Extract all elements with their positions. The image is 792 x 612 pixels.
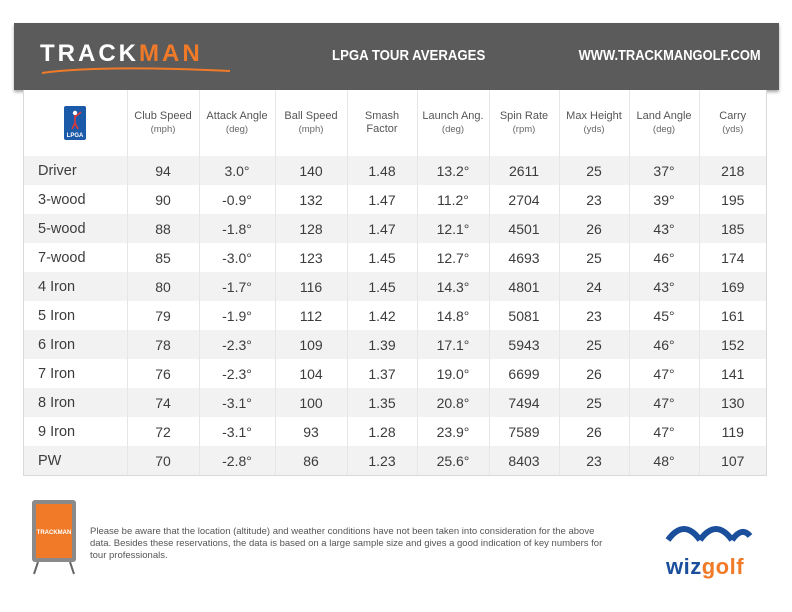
club-name: PW	[24, 446, 127, 475]
table-cell: 25	[559, 243, 629, 272]
club-name: Driver	[24, 156, 127, 185]
table-cell: 80	[127, 272, 199, 301]
lpga-badge-label: LPGA	[66, 133, 84, 139]
table-row	[24, 185, 766, 214]
website-link[interactable]: WWW.TRACKMANGOLF.COM	[578, 47, 761, 64]
averages-table	[23, 90, 767, 476]
table-cell: 1.39	[347, 330, 417, 359]
column-header: Ball Speed (mph)	[275, 90, 347, 156]
table-cell: 1.28	[347, 417, 417, 446]
table-cell: 1.35	[347, 388, 417, 417]
table-cell: 88	[127, 214, 199, 243]
logo-text-track: TRACK	[40, 40, 139, 67]
table-cell: 72	[127, 417, 199, 446]
club-name: 4 Iron	[24, 272, 127, 301]
table-cell: 119	[699, 417, 766, 446]
table-cell: 23.9°	[417, 417, 489, 446]
table-cell: 8403	[489, 446, 559, 475]
table-cell: 116	[275, 272, 347, 301]
table-cell: 70	[127, 446, 199, 475]
table-cell: 130	[699, 388, 766, 417]
table-cell: -1.7°	[199, 272, 275, 301]
table-cell: 4501	[489, 214, 559, 243]
table-cell: 2611	[489, 156, 559, 185]
logo-text-man: MAN	[139, 40, 203, 67]
table-row	[24, 330, 766, 359]
table-cell: 26	[559, 359, 629, 388]
table-cell: 46°	[629, 243, 699, 272]
table-cell: 218	[699, 156, 766, 185]
table-cell: 47°	[629, 359, 699, 388]
table-cell: 112	[275, 301, 347, 330]
club-name: 6 Iron	[24, 330, 127, 359]
table-cell: 1.47	[347, 214, 417, 243]
table-row	[24, 156, 766, 185]
table-cell: 185	[699, 214, 766, 243]
disclaimer-text: Please be aware that the location (altitude) and weather conditions have not been taken into consideration for the above data. Besides these reservations, the data is based on a large sample size and gives a good indication of key numbers for tour professionals.	[90, 526, 603, 561]
table-cell: 78	[127, 330, 199, 359]
club-name: 3-wood	[24, 185, 127, 214]
wizgolf-arches-icon	[664, 510, 754, 554]
table-cell: 4801	[489, 272, 559, 301]
table-cell: 14.3°	[417, 272, 489, 301]
table-cell: 1.48	[347, 156, 417, 185]
lpga-logo	[24, 90, 127, 156]
table-cell: 76	[127, 359, 199, 388]
table-cell: -2.8°	[199, 446, 275, 475]
table-cell: 47°	[629, 388, 699, 417]
table-cell: 3.0°	[199, 156, 275, 185]
table-cell: 13.2°	[417, 156, 489, 185]
club-name: 7 Iron	[24, 359, 127, 388]
table-cell: 23	[559, 185, 629, 214]
table-cell: 25	[559, 388, 629, 417]
table-cell: 1.45	[347, 243, 417, 272]
page-title: LPGA TOUR AVERAGES	[332, 47, 486, 64]
column-header: Club Speed (mph)	[127, 90, 199, 156]
table-cell: 152	[699, 330, 766, 359]
table-row	[24, 272, 766, 301]
table-cell: 140	[275, 156, 347, 185]
table-cell: -3.1°	[199, 388, 275, 417]
trackman-logo	[40, 37, 240, 77]
brand-golf: golf	[701, 554, 745, 579]
table-cell: 12.1°	[417, 214, 489, 243]
table-cell: -2.3°	[199, 330, 275, 359]
table-cell: 104	[275, 359, 347, 388]
table-row	[24, 359, 766, 388]
table-cell: 12.7°	[417, 243, 489, 272]
table-cell: 25	[559, 156, 629, 185]
table-cell: 7589	[489, 417, 559, 446]
column-header: Land Angle (deg)	[629, 90, 699, 156]
table-cell: 45°	[629, 301, 699, 330]
table-row	[24, 243, 766, 272]
table-cell: 169	[699, 272, 766, 301]
table-cell: 2704	[489, 185, 559, 214]
table-cell: -3.1°	[199, 417, 275, 446]
table-header-row	[24, 90, 766, 156]
table-cell: -0.9°	[199, 185, 275, 214]
club-name: 7-wood	[24, 243, 127, 272]
table-cell: 109	[275, 330, 347, 359]
table-cell: 1.45	[347, 272, 417, 301]
table-cell: 86	[275, 446, 347, 475]
golfer-icon	[64, 106, 86, 140]
table-row	[24, 446, 766, 475]
table-cell: 100	[275, 388, 347, 417]
table-cell: 1.37	[347, 359, 417, 388]
table-cell: 5081	[489, 301, 559, 330]
table-cell: 17.1°	[417, 330, 489, 359]
table-row	[24, 214, 766, 243]
club-name: 5-wood	[24, 214, 127, 243]
table-body	[24, 156, 766, 475]
club-name: 5 Iron	[24, 301, 127, 330]
table-cell: 195	[699, 185, 766, 214]
table-cell: 14.8°	[417, 301, 489, 330]
table-cell: 93	[275, 417, 347, 446]
table-cell: 141	[699, 359, 766, 388]
table-cell: 26	[559, 417, 629, 446]
trackman-device-icon	[30, 498, 78, 576]
table-row	[24, 301, 766, 330]
table-cell: 79	[127, 301, 199, 330]
table-cell: 23	[559, 301, 629, 330]
table-cell: 6699	[489, 359, 559, 388]
table-cell: 7494	[489, 388, 559, 417]
club-name: 8 Iron	[24, 388, 127, 417]
table-cell: 43°	[629, 272, 699, 301]
column-header: Carry (yds)	[699, 90, 766, 156]
table-row	[24, 417, 766, 446]
table-cell: 20.8°	[417, 388, 489, 417]
table-cell: 107	[699, 446, 766, 475]
table-cell: -3.0°	[199, 243, 275, 272]
table-cell: -1.9°	[199, 301, 275, 330]
wizgolf-logo	[664, 510, 754, 580]
table-cell: 4693	[489, 243, 559, 272]
header-bar	[14, 23, 779, 90]
table-cell: 39°	[629, 185, 699, 214]
club-name: 9 Iron	[24, 417, 127, 446]
table-cell: 47°	[629, 417, 699, 446]
table-cell: 37°	[629, 156, 699, 185]
table-cell: 1.42	[347, 301, 417, 330]
table-cell: -1.8°	[199, 214, 275, 243]
lpga-badge	[64, 106, 86, 140]
table-cell: 46°	[629, 330, 699, 359]
table-cell: 94	[127, 156, 199, 185]
table-cell: 128	[275, 214, 347, 243]
table-cell: 24	[559, 272, 629, 301]
table-row	[24, 388, 766, 417]
table-cell: 74	[127, 388, 199, 417]
table-cell: 90	[127, 185, 199, 214]
column-header: Launch Ang. (deg)	[417, 90, 489, 156]
table-cell: 43°	[629, 214, 699, 243]
table-cell: 123	[275, 243, 347, 272]
column-header: Max Height (yds)	[559, 90, 629, 156]
table-cell: 23	[559, 446, 629, 475]
table-cell: 1.23	[347, 446, 417, 475]
device-label: TRACKMAN	[36, 530, 72, 536]
column-header: Smash Factor	[347, 90, 417, 156]
table-cell: 25	[559, 330, 629, 359]
table-cell: 48°	[629, 446, 699, 475]
column-header: Spin Rate (rpm)	[489, 90, 559, 156]
table-cell: 1.47	[347, 185, 417, 214]
table-cell: 26	[559, 214, 629, 243]
table-cell: 25.6°	[417, 446, 489, 475]
column-header: Attack Angle (deg)	[199, 90, 275, 156]
table-cell: 5943	[489, 330, 559, 359]
table-cell: 19.0°	[417, 359, 489, 388]
table-cell: 11.2°	[417, 185, 489, 214]
table-cell: -2.3°	[199, 359, 275, 388]
brand-wiz: wiz	[666, 554, 702, 579]
table-cell: 85	[127, 243, 199, 272]
table-cell: 174	[699, 243, 766, 272]
table-cell: 132	[275, 185, 347, 214]
table-cell: 161	[699, 301, 766, 330]
